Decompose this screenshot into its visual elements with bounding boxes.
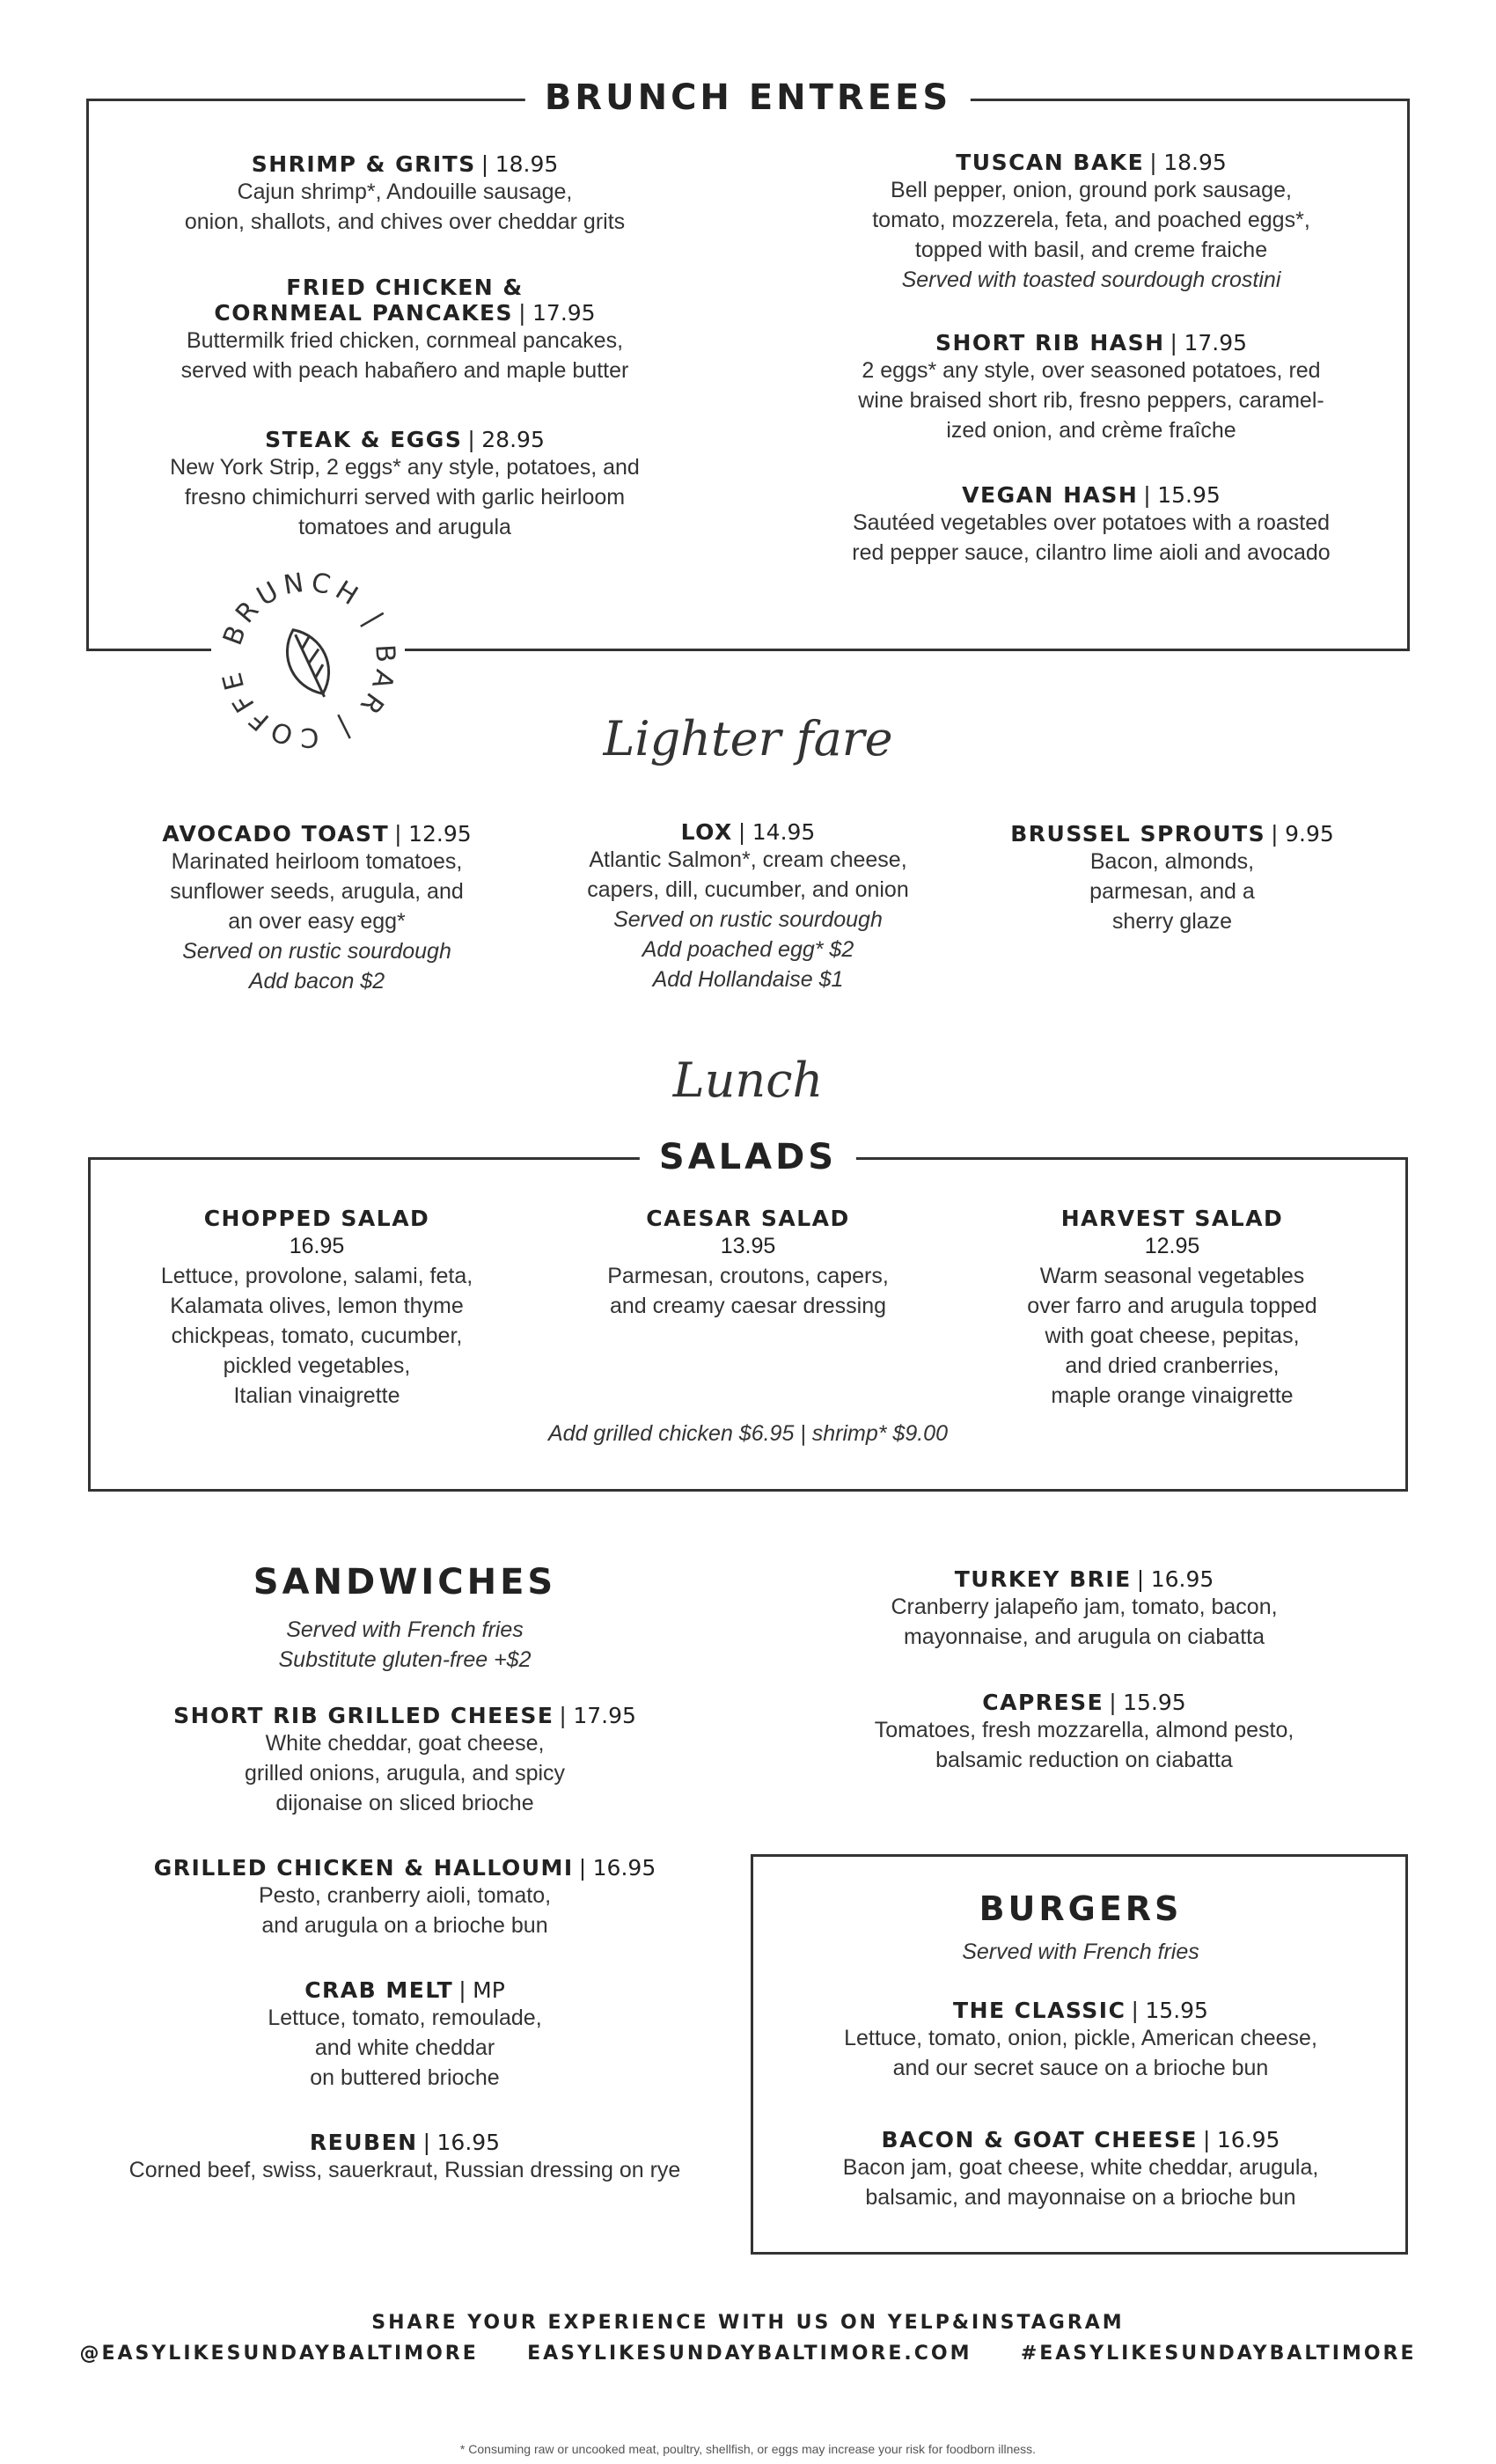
item-price: 28.95	[481, 427, 545, 452]
item-desc: Sautéed vegetables over potatoes with a roasted	[852, 510, 1331, 535]
item-price: 18.95	[495, 151, 559, 177]
item-desc: New York Strip, 2 eggs* any style, potatoes, and	[170, 455, 640, 480]
item-desc: onion, shallots, and chives over cheddar grits	[184, 209, 626, 234]
instagram-handle-link[interactable]: @EASYLIKESUNDAYBALTIMORE	[79, 2343, 479, 2365]
item-desc: and arugula on a brioche bun	[261, 1913, 548, 1938]
item-name: CHOPPED SALAD	[203, 1206, 430, 1231]
item-desc: sherry glaze	[1111, 909, 1233, 934]
item-name: SHORT RIB HASH	[935, 330, 1165, 356]
item-name: REUBEN	[309, 2130, 418, 2155]
share-text: SHARE YOUR EXPERIENCE WITH US ON YELP&INSTAGRAM	[371, 2312, 1125, 2334]
menu-item-short-rib-hash: SHORT RIB HASH | 17.95 2 eggs* any style, over seasoned potatoes, red wine braised short rib, fresno peppers, caramel- ized onion, and crème fraîche	[858, 330, 1324, 445]
item-desc: Corned beef, swiss, sauerkraut, Russian dressing on rye	[128, 2158, 681, 2182]
item-name: BACON & GOAT CHEESE	[881, 2127, 1198, 2152]
menu-item-vegan-hash: VEGAN HASH | 15.95 Sautéed vegetables over potatoes with a roasted red pepper sauce, cilantro lime aioli and avocado	[852, 482, 1330, 568]
item-desc: Marinated heirloom tomatoes,	[171, 849, 463, 874]
item-name: VEGAN HASH	[962, 482, 1139, 508]
item-name: GRILLED CHICKEN & HALLOUMI	[153, 1855, 574, 1881]
item-name: STEAK & EGGS	[265, 427, 463, 452]
item-desc: maple orange vinaigrette	[1051, 1383, 1294, 1408]
item-desc: and creamy caesar dressing	[609, 1294, 887, 1318]
item-price: 13.95	[720, 1234, 776, 1258]
item-desc: mayonnaise, and arugula on ciabatta	[903, 1624, 1265, 1649]
item-desc: Pesto, cranberry aioli, tomato,	[258, 1883, 552, 1908]
item-price: 17.95	[573, 1703, 636, 1728]
hashtag-link[interactable]: #EASYLIKESUNDAYBALTIMORE	[1020, 2343, 1417, 2365]
sandwiches-header	[253, 1562, 556, 1675]
brand-logo	[211, 563, 405, 757]
item-desc: balsamic, and mayonnaise on a brioche bun	[865, 2185, 1296, 2210]
lunch-title: Lunch	[672, 1052, 824, 1108]
item-desc: with goat cheese, pepitas,	[1045, 1324, 1300, 1348]
item-price: 17.95	[532, 300, 596, 326]
menu-item-short-rib-grilled-cheese: SHORT RIB GRILLED CHEESE | 17.95 White cheddar, goat cheese, grilled onions, arugula, and spicy dijonaise on sliced brioche	[173, 1703, 636, 1818]
item-name: FRIED CHICKEN &	[286, 275, 524, 300]
brunch-title: BRUNCH ENTREES	[525, 77, 971, 118]
leaf-logo-icon	[211, 563, 405, 757]
menu-item-chopped-salad	[161, 1206, 473, 1411]
item-desc: sunflower seeds, arugula, and	[170, 879, 464, 904]
item-name: TUSCAN BAKE	[956, 150, 1145, 175]
item-desc: tomatoes and arugula	[298, 515, 511, 539]
item-price: 16.95	[289, 1234, 345, 1258]
item-desc: ized onion, and crème fraîche	[946, 418, 1236, 443]
item-name: SHORT RIB GRILLED CHEESE	[173, 1703, 554, 1728]
menu-item-tuscan-bake: TUSCAN BAKE | 18.95 Bell pepper, onion, ground pork sausage, tomato, mozzerela, feta, and poached eggs*, topped with basil, and creme fraiche Served with toasted sourdough crostini	[872, 150, 1310, 295]
menu-item-caesar-salad	[607, 1206, 889, 1321]
item-desc: wine braised short rib, fresno peppers, caramel-	[858, 388, 1324, 413]
item-note: Served on rustic sourdough	[613, 907, 883, 932]
item-name: LOX	[680, 819, 733, 845]
item-name: HARVEST SALAD	[1060, 1206, 1284, 1231]
item-name: TURKEY BRIE	[954, 1566, 1132, 1592]
item-desc: over farro and arugula topped	[1027, 1294, 1317, 1318]
item-desc: served with peach habañero and maple butter	[180, 358, 629, 383]
item-price: 9.95	[1285, 821, 1334, 847]
item-desc: fresno chimichurri served with garlic heirloom	[184, 485, 626, 510]
item-desc: an over easy egg*	[228, 909, 406, 934]
item-desc: dijonaise on sliced brioche	[275, 1791, 534, 1815]
item-desc: Atlantic Salmon*, cream cheese,	[589, 847, 907, 872]
item-desc: Cranberry jalapeño jam, tomato, bacon,	[891, 1595, 1278, 1619]
item-name: CAESAR SALAD	[646, 1206, 850, 1231]
item-desc: Bell pepper, onion, ground pork sausage,	[891, 178, 1292, 202]
menu-item-fried-chicken: FRIED CHICKEN & CORNMEAL PANCAKES | 17.95 Buttermilk fried chicken, cornmeal pancakes, served with peach habañero and maple butter	[181, 275, 629, 385]
menu-item-caprese: CAPRESE | 15.95 Tomatoes, fresh mozzarella, almond pesto, balsamic reduction on ciabatta	[875, 1690, 1294, 1775]
item-desc: topped with basil, and creme fraiche	[914, 238, 1268, 262]
item-price: 16.95	[592, 1855, 656, 1881]
item-price: MP	[473, 1977, 505, 2003]
item-note: Add poached egg* $2	[642, 937, 854, 962]
menu-item-reuben: REUBEN | 16.95 Corned beef, swiss, sauerkraut, Russian dressing on rye	[129, 2130, 681, 2185]
item-name: SHRIMP & GRITS	[251, 151, 476, 177]
item-desc: Parmesan, croutons, capers,	[607, 1264, 889, 1288]
item-name: AVOCADO TOAST	[162, 821, 390, 847]
menu-item-the-classic: THE CLASSIC | 15.95 Lettuce, tomato, onion, pickle, American cheese, and our secret sauce on a brioche bun	[844, 1998, 1317, 2083]
item-note: Substitute gluten-free +$2	[278, 1647, 532, 1672]
salad-addon-note	[548, 1419, 948, 1448]
item-desc: 2 eggs* any style, over seasoned potatoes, red	[862, 358, 1321, 383]
salads-title: SALADS	[640, 1137, 856, 1177]
item-price: 14.95	[752, 819, 816, 845]
item-desc: tomato, mozzerela, feta, and poached eggs*,	[872, 208, 1310, 232]
item-note: Served with French fries	[286, 1617, 524, 1642]
item-note: Served with toasted sourdough crostini	[901, 268, 1281, 292]
item-price: 15.95	[1157, 482, 1221, 508]
menu-item-avocado-toast: AVOCADO TOAST | 12.95 Marinated heirloom tomatoes, sunflower seeds, arugula, and an over easy egg* Served on rustic sourdough Add bacon $2	[162, 821, 471, 996]
item-note: Add grilled chicken $6.95 | shrimp* $9.00	[548, 1421, 948, 1446]
item-price: 17.95	[1184, 330, 1248, 356]
menu-item-shrimp-grits: SHRIMP & GRITS | 18.95 Cajun shrimp*, Andouille sausage, onion, shallots, and chives over cheddar grits	[185, 151, 625, 237]
item-price: 12.95	[408, 821, 472, 847]
item-desc: capers, dill, cucumber, and onion	[587, 877, 909, 902]
item-price: 16.95	[436, 2130, 501, 2155]
item-desc: Tomatoes, fresh mozzarella, almond pesto,	[874, 1718, 1294, 1742]
item-desc: Bacon jam, goat cheese, white cheddar, arugula,	[842, 2155, 1319, 2180]
logo-text: BRUNCH | BAR | COFFE	[216, 567, 401, 753]
item-desc: grilled onions, arugula, and spicy	[244, 1761, 566, 1786]
item-note: Add Hollandaise $1	[652, 967, 844, 992]
website-link[interactable]: EASYLIKESUNDAYBALTIMORE.COM	[527, 2343, 972, 2365]
burgers-header	[962, 1889, 1199, 1967]
item-desc: and white cheddar	[314, 2035, 495, 2060]
item-desc: red pepper sauce, cilantro lime aioli and avocado	[852, 540, 1331, 565]
sandwiches-title: SANDWICHES	[253, 1562, 557, 1602]
item-desc: Lettuce, tomato, remoulade,	[268, 2006, 542, 2030]
lighter-fare-title: Lighter fare	[603, 711, 893, 766]
item-desc: Lettuce, tomato, onion, pickle, American cheese,	[844, 2026, 1317, 2050]
item-desc: Cajun shrimp*, Andouille sausage,	[237, 180, 573, 204]
item-desc: Italian vinaigrette	[233, 1383, 400, 1408]
menu-item-grilled-chicken-halloumi: GRILLED CHICKEN & HALLOUMI | 16.95 Pesto, cranberry aioli, tomato, and arugula on a brioche bun	[154, 1855, 656, 1940]
menu-item-lox: LOX | 14.95 Atlantic Salmon*, cream cheese, capers, dill, cucumber, and onion Served on rustic sourdough Add poached egg* $2 Add Hollandaise $1	[587, 819, 909, 994]
item-name: CRAB MELT	[304, 1977, 454, 2003]
item-price: 18.95	[1163, 150, 1227, 175]
item-desc: Bacon, almonds,	[1089, 849, 1255, 874]
social-links	[79, 2343, 1416, 2365]
item-desc: parmesan, and a	[1089, 879, 1255, 904]
item-name: CAPRESE	[982, 1690, 1104, 1715]
item-note: Add bacon $2	[248, 969, 385, 994]
item-desc: Warm seasonal vegetables	[1039, 1264, 1305, 1288]
menu-item-bacon-goat-cheese: BACON & GOAT CHEESE | 16.95 Bacon jam, goat cheese, white cheddar, arugula, balsamic, and mayonnaise on a brioche bun	[843, 2127, 1319, 2212]
item-desc: chickpeas, tomato, cucumber,	[171, 1324, 463, 1348]
item-name: BRUSSEL SPROUTS	[1010, 821, 1266, 847]
item-price: 16.95	[1150, 1566, 1214, 1592]
item-price: 15.95	[1123, 1690, 1186, 1715]
menu-item-brussel-sprouts: BRUSSEL SPROUTS | 9.95 Bacon, almonds, parmesan, and a sherry glaze	[1010, 821, 1334, 936]
item-desc: and dried cranberries,	[1065, 1353, 1280, 1378]
item-name: CORNMEAL PANCAKES	[214, 300, 514, 326]
menu-item-crab-melt: CRAB MELT | MP Lettuce, tomato, remoulade, and white cheddar on buttered brioche	[268, 1977, 541, 2093]
item-desc: White cheddar, goat cheese,	[265, 1731, 545, 1756]
item-desc: on buttered brioche	[310, 2065, 500, 2090]
item-price: 16.95	[1216, 2127, 1280, 2152]
item-desc: and our secret sauce on a brioche bun	[892, 2056, 1269, 2080]
item-desc: Lettuce, provolone, salami, feta,	[160, 1264, 473, 1288]
item-desc: Buttermilk fried chicken, cornmeal pancakes,	[186, 328, 624, 353]
burgers-title: BURGERS	[979, 1889, 1183, 1928]
item-price: 12.95	[1144, 1234, 1200, 1258]
menu-item-turkey-brie: TURKEY BRIE | 16.95 Cranberry jalapeño jam, tomato, bacon, mayonnaise, and arugula on ciabatta	[891, 1566, 1277, 1652]
item-price: 15.95	[1145, 1998, 1208, 2023]
item-desc: Kalamata olives, lemon thyme	[170, 1294, 464, 1318]
item-note: Served on rustic sourdough	[182, 939, 451, 964]
disclaimer: * Consuming raw or uncooked meat, poultry, shellfish, or eggs may increase your risk for foodborn illness.	[459, 2442, 1037, 2456]
item-desc: pickled vegetables,	[223, 1353, 411, 1378]
item-desc: balsamic reduction on ciabatta	[935, 1748, 1233, 1772]
menu-item-harvest-salad	[1027, 1206, 1316, 1411]
menu-item-steak-eggs: STEAK & EGGS | 28.95 New York Strip, 2 eggs* any style, potatoes, and fresno chimichurri served with garlic heirloom tomatoes and arugula	[170, 427, 640, 542]
item-note: Served with French fries	[962, 1940, 1199, 1964]
item-name: THE CLASSIC	[953, 1998, 1126, 2023]
